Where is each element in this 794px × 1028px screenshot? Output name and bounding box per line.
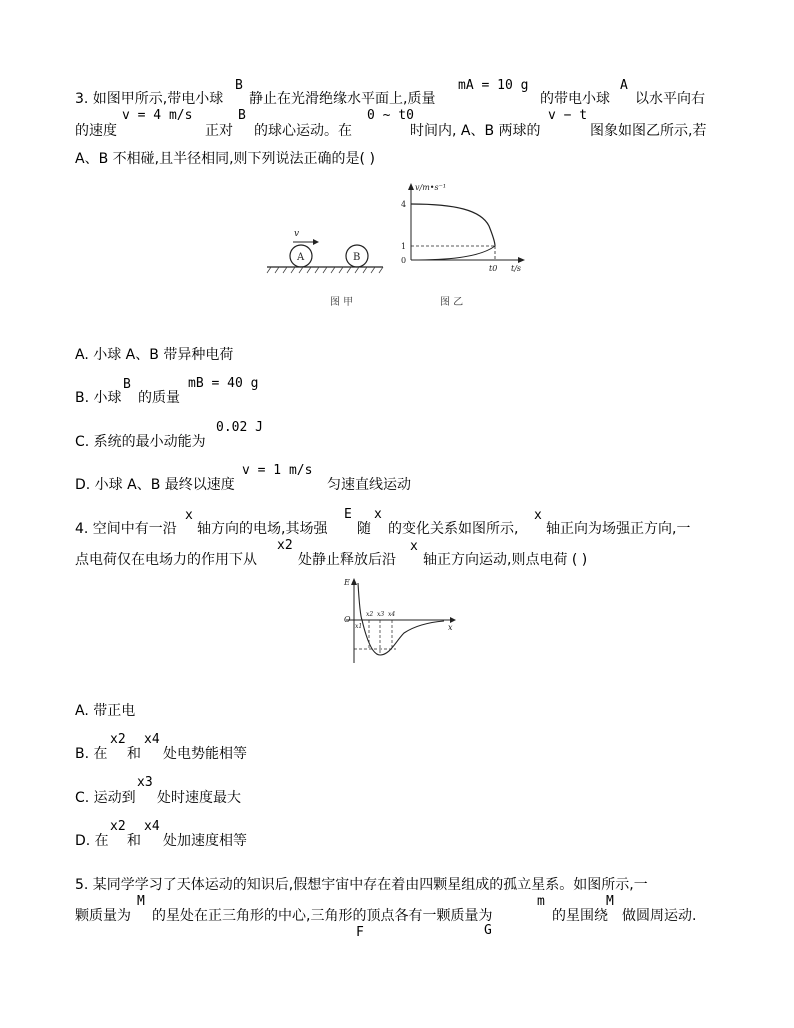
q3-option-a: A. 小球 A、B 带异种电荷 (75, 347, 234, 363)
q4-line1-a: 4. 空间中有一沿 (75, 521, 177, 537)
q5-line2-c: 的星围绕 (552, 908, 608, 924)
q4-line2-a: 点电荷仅在电场力的作用下从 (75, 552, 257, 568)
q4-line2-b: 处静止释放后沿 (298, 552, 396, 568)
q5-label-f: F (356, 925, 364, 940)
q4-math-e: E (344, 507, 352, 522)
x2-label: x2 (366, 611, 374, 618)
x-axis-label: x (448, 623, 453, 632)
q4-line2-c: 轴正方向运动,则点电荷 ( ) (423, 552, 588, 568)
q4-option-b-mid: 和 (127, 746, 141, 762)
e-curve (358, 583, 444, 655)
q4-option-b-m2: x4 (144, 732, 160, 747)
q4-option-c-pre: C. 运动到 (75, 790, 136, 806)
q4-option-b-pre: B. 在 (75, 746, 108, 762)
q4-option-d-m2: x4 (144, 819, 160, 834)
q4-math-x4: x2 (277, 538, 293, 553)
y-tick-1: 1 (401, 242, 407, 251)
q4-line1-b: 轴方向的电场,其场强 (197, 521, 328, 537)
curve-b (411, 246, 495, 260)
q4-option-b-post: 处电势能相等 (163, 746, 247, 762)
q3-line1-d: 以水平向右 (635, 91, 705, 107)
q4-option-d-m1: x2 (110, 819, 126, 834)
q3-option-d-math: v = 1 m/s (242, 463, 313, 478)
q4-line1-e: 轴正向为场强正方向,一 (546, 521, 691, 537)
q3-math-t0: 0 ~ t0 (367, 108, 414, 123)
q5-line2-a: 颗质量为 (75, 908, 131, 924)
ball-b-label: B (353, 252, 361, 263)
q3-math-a: A (620, 78, 628, 93)
q4-line1-c: 随 (357, 521, 371, 537)
o-label: O (344, 615, 351, 624)
q5-math-m1: M (137, 894, 145, 909)
q5-math-m2: M (606, 894, 614, 909)
q3-line2-e: 图象如图乙所示,若 (590, 123, 707, 139)
t0-label: t0 (489, 264, 498, 273)
q3-option-b-math2: mB = 40 g (188, 376, 259, 391)
q3-figure-left (265, 225, 385, 275)
q3-math-b2: B (238, 108, 246, 123)
q3-math-mass-a: mA = 10 g (458, 78, 529, 93)
q3-option-d-post: 匀速直线运动 (327, 477, 411, 493)
q3-math-velocity: v = 4 m/s (122, 108, 193, 123)
q4-option-a: A. 带正电 (75, 703, 136, 719)
q4-figure (340, 575, 460, 665)
q4-option-d-post: 处加速度相等 (163, 833, 247, 849)
q3-line1-b: 静止在光滑绝缘水平面上,质量 (249, 91, 436, 107)
e-axis-label: E (344, 578, 350, 587)
ball-a-label: A (297, 252, 305, 263)
q5-line1: 5. 某同学学习了天体运动的知识后,假想宇宙中存在着由四颗星组成的孤立星系。如图所示,一 (75, 877, 648, 893)
q3-option-c-pre: C. 系统的最小动能为 (75, 434, 206, 450)
q3-line1-a: 3. 如图甲所示,带电小球 (75, 91, 224, 107)
q3-line2-b: 正对 (205, 123, 233, 139)
q3-line3: A、B 不相碰,且半径相同,则下列说法正确的是( ) (75, 151, 375, 167)
q3-option-b-math1: B (123, 377, 131, 392)
q5-label-g: G (484, 923, 492, 938)
y-tick-4: 4 (401, 200, 407, 209)
q4-line1-d: 的变化关系如图所示, (388, 521, 519, 537)
q3-option-c-math: 0.02 J (216, 420, 263, 435)
q4-math-x2: x (374, 507, 382, 522)
origin-label: 0 (401, 256, 407, 265)
q5-line2-d: 做圆周运动. (622, 908, 697, 924)
q3-line2-d: 时间内, A、B 两球的 (410, 123, 541, 139)
q4-option-d-mid: 和 (127, 833, 141, 849)
q3-option-b-pre: B. 小球 (75, 390, 122, 406)
q4-option-c-m: x3 (137, 775, 153, 790)
x-axis-label: t/s (511, 264, 522, 273)
q3-figure-right (395, 180, 535, 280)
q3-option-d-pre: D. 小球 A、B 最终以速度 (75, 477, 235, 493)
x3-label: x3 (377, 611, 385, 618)
q3-line2-a: 的速度 (75, 123, 117, 139)
q5-math-m: m (537, 894, 545, 909)
x4-label: x4 (388, 611, 396, 618)
q4-math-x5: x (410, 539, 418, 554)
q3-caption-right: 图 乙 (440, 297, 464, 308)
q4-math-x1: x (185, 508, 193, 523)
q5-line2-b: 的星处在正三角形的中心,三角形的顶点各有一颗质量为 (152, 908, 493, 924)
q4-math-x3: x (534, 508, 542, 523)
v-label: v (294, 229, 300, 239)
q3-math-b: B (235, 78, 243, 93)
q4-option-d-pre: D. 在 (75, 833, 109, 849)
q3-caption-left: 图 甲 (330, 297, 354, 308)
x1-label: x1 (355, 623, 363, 630)
q4-option-b-m1: x2 (110, 732, 126, 747)
q3-option-b-mid: 的质量 (138, 390, 180, 406)
curve-a (411, 204, 495, 246)
q4-option-c-post: 处时速度最大 (157, 790, 241, 806)
q3-line1-c: 的带电小球 (540, 91, 610, 107)
y-axis-label: v/m•s⁻¹ (415, 183, 447, 192)
q3-line2-c: 的球心运动。在 (254, 123, 352, 139)
q3-math-vt: v − t (548, 108, 588, 123)
